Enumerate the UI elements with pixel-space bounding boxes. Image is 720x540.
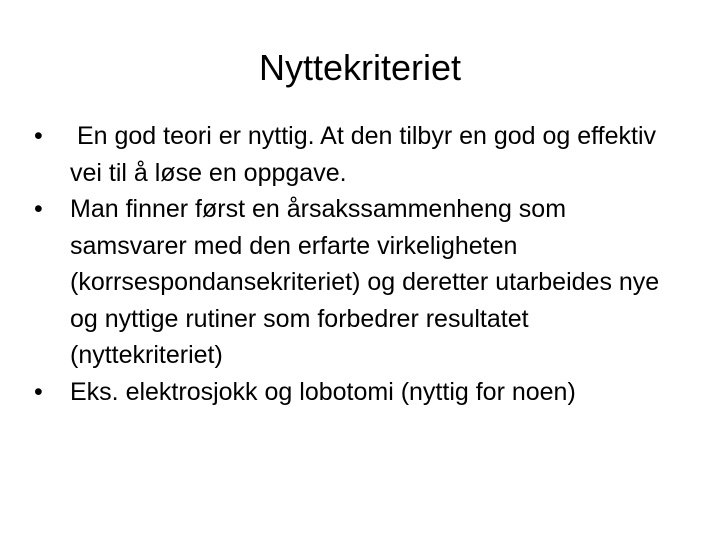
bullet-text: En god teori er nyttig. At den tilbyr en god og effektiv vei til å løse en oppgave.: [70, 122, 663, 187]
slide-title: Nyttekriteriet: [258, 47, 462, 88]
bullet-point-icon: •: [34, 195, 43, 223]
bullet-item-1: [34, 118, 684, 191]
bullet-text: Eks. elektrosjokk og lobotomi (nyttig for noen): [70, 377, 576, 406]
bullet-text: Man finner først en årsakssammenheng som samsvarer med den erfarte virkeligheten (korrsespondansekriteriet) og deretter utarbeides nye og nyttige rutiner som forbedrer resultatet (nyttekriteriet): [70, 195, 660, 369]
bullet-item-2: [34, 191, 684, 374]
bullet-point-icon: •: [34, 377, 43, 406]
bullet-point-icon: •: [34, 122, 43, 150]
bullet-item-3: [34, 374, 684, 411]
bullet-list: [34, 118, 684, 410]
